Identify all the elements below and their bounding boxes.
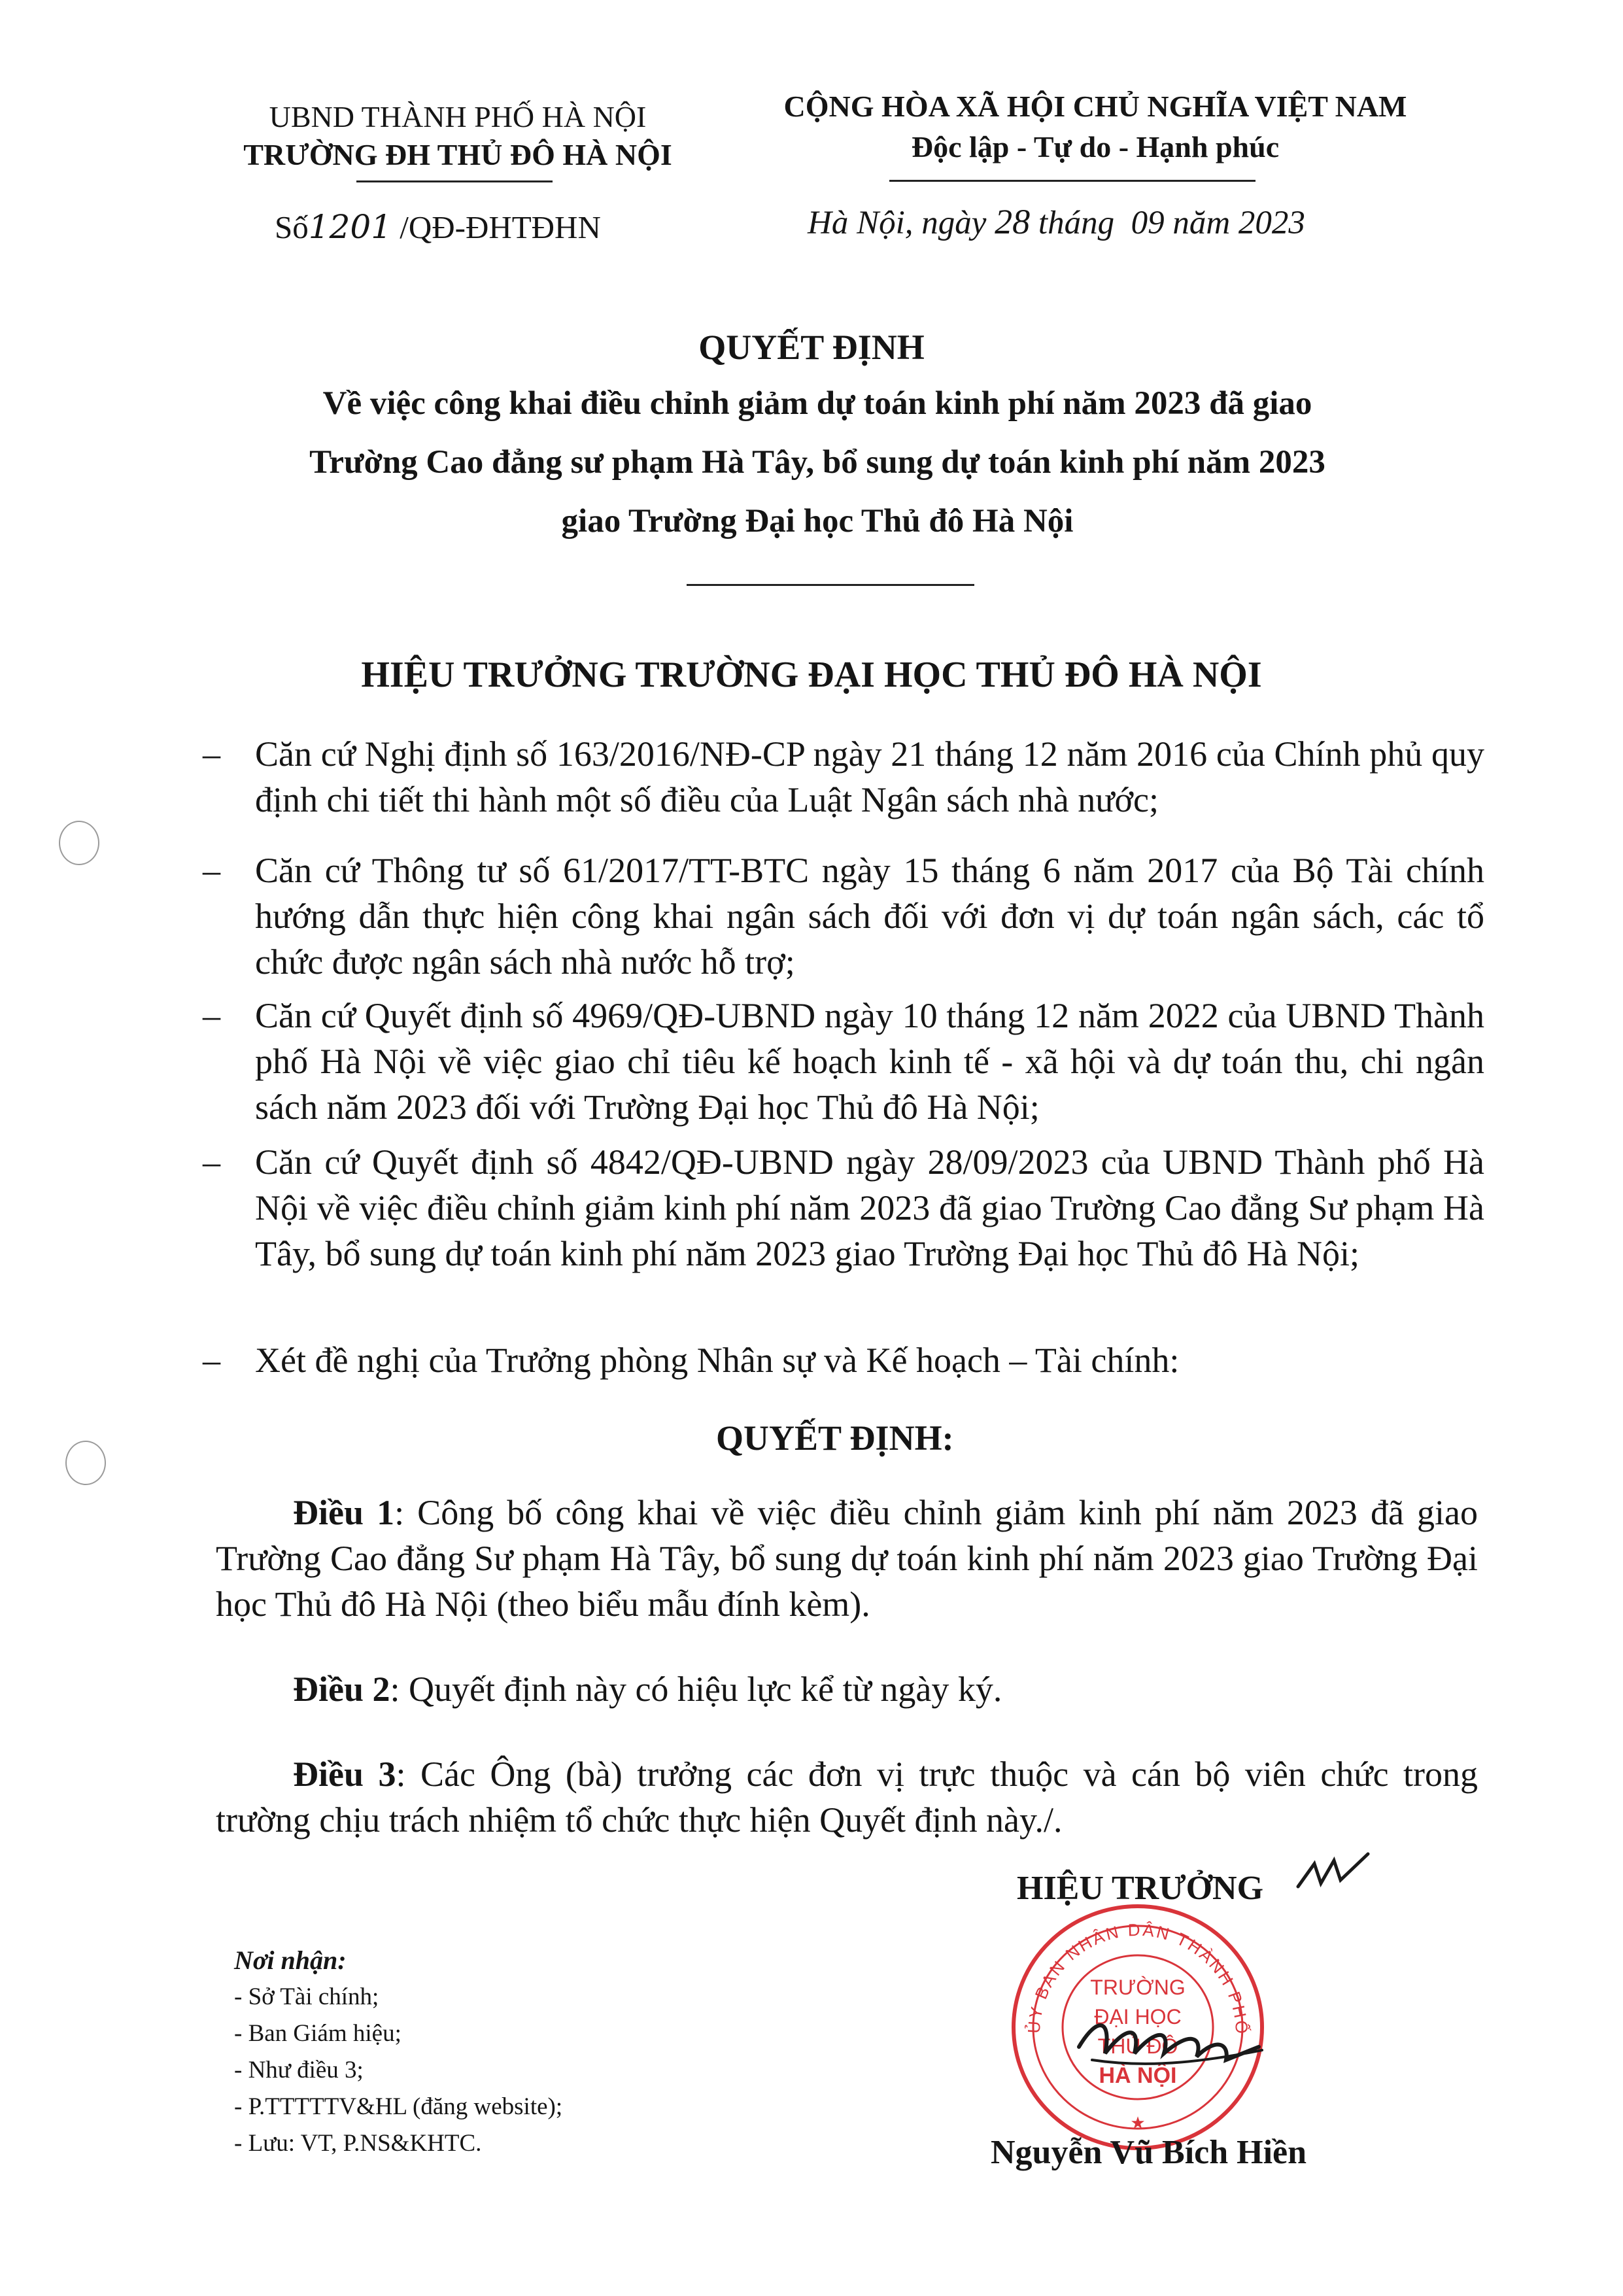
punch-hole-icon [65,1441,106,1485]
punch-hole-icon [59,821,99,865]
issuing-organization [183,98,732,174]
signer-title: HIỆU TRƯỞNG [1017,1870,1264,1907]
seal-ring-text: ỦY BAN NHÂN DÂN THÀNH PHỐ [1023,1919,1252,2036]
seal-center-line3: THỦ ĐÔ [1097,2034,1178,2058]
article-3: Điều 3: Các Ông (bà) trưởng các đơn vị trực thuộc và cán bộ viên chức trong trường chịu trách nhiệm tổ chức thực hiện Quyết định này./. [216,1755,1478,1840]
recipient-item: - P.TTTTTV&HL (đăng website); [234,2093,563,2120]
recipient-item: - Sở Tài chính; [234,1983,379,2010]
document-date: Hà Nội, ngày 28 tháng 09 năm 2023 [808,202,1305,241]
initial-mark-icon [1295,1851,1373,1896]
signer-name: Nguyễn Vũ Bích Hiền [991,2134,1307,2171]
handwritten-day: 28 [995,202,1031,241]
recipients-heading: Nơi nhận: [234,1945,347,1975]
recipient-item: - Như điều 3; [234,2057,364,2083]
country-line2: Độc lập - Tự do - Hạnh phúc [911,130,1280,163]
decide-heading: QUYẾT ĐỊNH: [716,1418,954,1458]
national-heading [752,86,1439,167]
article-2: Điều 2: Quyết định này có hiệu lực kể từ ngày ký. [293,1670,1002,1709]
official-seal-icon [1000,1896,1275,2158]
header-left-divider [356,180,553,182]
decision-title: QUYẾT ĐỊNH [698,328,925,367]
svg-text:★: ★ [1130,2113,1146,2133]
seal-center-line4: HÀ NỘI [1099,2063,1177,2088]
document-number: Số1201 /QĐ-ĐHTĐHN [275,208,601,246]
title-divider [687,584,974,586]
seal-center-line2: ĐẠI HỌC [1094,2005,1182,2029]
recipient-item: - Lưu: VT, P.NS&KHTC. [234,2130,482,2157]
country-line1: CỘNG HÒA XÃ HỘI CHỦ NGHĨA VIỆT NAM [783,90,1407,123]
document-page: UBND THÀNH PHỐ HÀ NỘI TRƯỜNG ĐH THỦ ĐÔ HÀ NỘI CỘNG HÒA XÃ HỘI CHỦ NGHĨA VIỆT NAM Độc lập - Tự do - Hạnh phúc Số1201 /QĐ-ĐHTĐHN Hà Nội, ngày 28 tháng 09 năm 2023 QUYẾT ĐỊNH Về việc công khai điều chỉnh giảm dự toán kinh phí năm 2023 đã giao Trường Cao đẳng sư phạm Hà Tây, bổ sung dự toán kinh phí năm 2023 giao Trường Đại học Thủ đô Hà Nội HIỆU TRƯỞNG TRƯỜNG ĐẠI HỌC THỦ ĐÔ HÀ NỘI – Căn cứ Nghị định số 163/2016/NĐ-CP ngày 21 tháng 12 năm 2016 của Chính phủ quy định chi tiết thi hành một số điều của Luật Ngân sách nhà nước; – Căn cứ Thông tư số 61/2017/TT-BTC ngày 15 tháng 6 năm 2017 của Bộ Tài chính hướng dẫn thực hiện công khai ngân sách đối với đơn vị dự toán ngân sách, các tổ chức được ngân sách nhà nước hỗ trợ; – Căn cứ Quyết định số 4969/QĐ-UBND ngày 10 tháng 12 năm 2022 của UBND Thành phố Hà Nội về việc giao chỉ tiêu kế hoạch kinh tế - xã hội và dự toán thu, chi ngân sách năm 2023 đối với Trường Đại học Thủ đô Hà Nội; – Căn cứ Quyết định số 4842/QĐ-UBND ngày 28/09/2023 của UBND Thành phố Hà Nội về việc điều chỉnh giảm kinh phí năm 2023 đã giao Trường Cao đẳng Sư phạm Hà Tây, bổ sung dự toán kinh phí năm 2023 giao Trường Đại học Thủ đô Hà Nội; – Xét đề nghị của Trưởng phòng Nhân sự và Kế hoạch – Tài chính: QUYẾT ĐỊNH: Điều 1: Công bố công khai về việc điều chỉnh giảm kinh phí năm 2023 đã giao Trường Cao đẳng Sư phạm Hà Tây, bổ sung dự toán kinh phí năm 2023 giao Trường Đại học Thủ đô Hà Nội (theo biểu mẫu đính kèm). Điều 2: Quyết định này có hiệu lực kể từ ngày ký. Điều 3: Các Ông (bà) trưởng các đơn vị trực thuộc và cán bộ viên chức trong trường chịu trách nhiệm tổ chức thực hiện Quyết định này./. HIỆU TRƯỞNG ỦY BAN NHÂN DÂN THÀNH PHỐ TRƯỜNG ĐẠI HỌC THỦ ĐÔ HÀ NỘI ★ Nguyễn Vũ Bích Hiền Nơi nhận: - Sở Tài chính; - Ban Giám hiệu; - Như điều 3; - P.TTTTTV&HL (đăng website); - Lưu: VT, P.NS&KHTC. [0,0,1623,2296]
org-line1: UBND THÀNH PHỐ HÀ NỘI [269,100,647,133]
org-line2: TRƯỜNG ĐH THỦ ĐÔ HÀ NỘI [243,138,672,171]
handwritten-number: 1201 [308,208,392,246]
decision-subtitle: Về việc công khai điều chỉnh giảm dự toán kinh phí năm 2023 đã giao Trường Cao đẳng sư phạm Hà Tây, bổ sung dự toán kinh phí năm 2023 giao Trường Đại học Thủ đô Hà Nội [309,385,1325,540]
article-1: Điều 1: Công bố công khai về việc điều chỉnh giảm kinh phí năm 2023 đã giao Trường Cao đẳng Sư phạm Hà Tây, bổ sung dự toán kinh phí năm 2023 giao Trường Đại học Thủ đô Hà Nội (theo biểu mẫu đính kèm). [216,1493,1478,1624]
header-right-divider [889,180,1256,182]
seal-center-line1: TRƯỜNG [1090,1976,1186,1999]
recipient-item: - Ban Giám hiệu; [234,2020,401,2047]
issuing-authority: HIỆU TRƯỞNG TRƯỜNG ĐẠI HỌC THỦ ĐÔ HÀ NỘI [361,655,1262,695]
recipients-block [234,1942,562,2162]
